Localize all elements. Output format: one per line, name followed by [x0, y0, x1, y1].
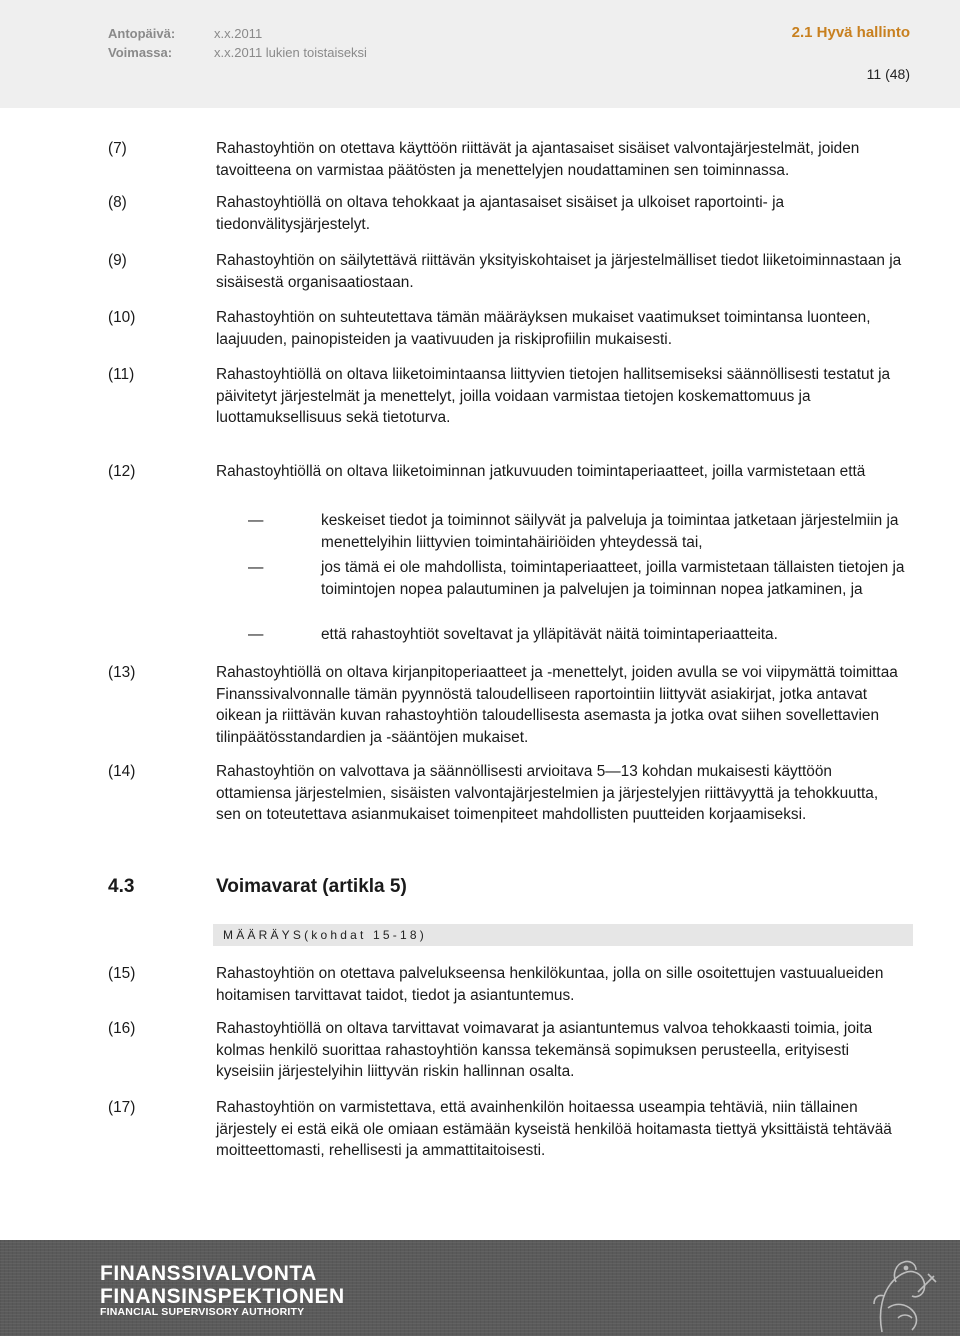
list-item-text: että rahastoyhtiöt soveltavat ja ylläpitävät näitä toimintaperiaatteita.	[321, 626, 778, 643]
paragraph-text: Rahastoyhtiöllä on oltava liiketoimintaansa liittyvien tietojen hallitsemiseksi säännöllisesti testatut ja päivitetyt järjestelmät ja menettelyt, joilla voidaan varmistaa tietojen koskemattomuus ja luottamuksellisuus sekä tietoturva.	[216, 366, 891, 426]
paragraph-text: Rahastoyhtiöllä on oltava tehokkaat ja ajantasaiset sisäiset ja ulkoiset raportointi- ja tiedonvälitysjärjestelyt.	[216, 194, 785, 233]
section-heading-title: Voimavarat (artikla 5)	[216, 876, 407, 897]
page-header	[0, 0, 960, 108]
section-title: 2.1 Hyvä hallinto	[791, 24, 910, 41]
voimassa-value: x.x.2011 lukien toistaiseksi	[214, 45, 367, 60]
paragraph-number: (7)	[108, 140, 127, 157]
paragraph-text: Rahastoyhtiöllä on oltava tarvittavat voimavarat ja asiantuntemus valvoa tehokkaasti toimia, joita kolmas henkilö suorittaa rahastoyhtiön kanssa tekemänsä sopimuksen perusteella, erityisesti kyseisiin järjestelyihin liittyvän riskin hallinnan osalta.	[216, 1020, 873, 1080]
page-number: 11 (48)	[866, 66, 910, 82]
dash-icon: —	[248, 559, 264, 576]
paragraph-number: (17)	[108, 1099, 136, 1116]
logo-text-finnish: FINANSSIVALVONTA	[100, 1262, 317, 1285]
lion-emblem-icon	[868, 1252, 940, 1336]
paragraph-text: Rahastoyhtiön on otettava palvelukseensa henkilökuntaa, jolla on sille osoitettujen vastuualueiden hoitamisen tarvittavat taidot, tiedot ja asiantuntemus.	[216, 965, 884, 1004]
paragraph-text: Rahastoyhtiön on säilytettävä riittävän yksityiskohtaiset ja järjestelmälliset tiedot liiketoiminnastaan ja sisäisestä organisaatiostaan.	[216, 252, 902, 291]
paragraph-number: (9)	[108, 252, 127, 269]
logo-text-english: FINANCIAL SUPERVISORY AUTHORITY	[100, 1306, 305, 1318]
paragraph-number: (11)	[108, 366, 135, 383]
list-item-text: jos tämä ei ole mahdollista, toimintaperiaatteet, joilla varmistetaan tällaisten tietojen ja toimintojen nopea palautuminen ja palvelujen ja toiminnan nopea jatkaminen, ja	[321, 559, 905, 598]
dash-icon: —	[248, 512, 264, 529]
paragraph-number: (13)	[108, 664, 136, 681]
paragraph-number: (16)	[108, 1020, 136, 1037]
voimassa-label: Voimassa:	[108, 45, 173, 60]
antopaiva-label: Antopäivä:	[108, 26, 176, 41]
paragraph-text: Rahastoyhtiön on valvottava ja säännöllisesti arvioitava 5—13 kohdan mukaisesti käyttöön ottamiensa järjestelmien, sisäisten valvontajärjestelmien ja järjestelyjen riittävyyttä ja tehokkuutta, sen on toteutettava asianmukaiset toimenpiteet mahdollisten puutteiden korjaamiseksi.	[216, 763, 879, 823]
paragraph-text: Rahastoyhtiön on suhteutettava tämän määräyksen mukaiset vaatimukset toimintansa luonteen, laajuuden, painopisteiden ja vaativuuden ja riskiprofiilin mukaisesti.	[216, 309, 871, 348]
section-heading-number: 4.3	[108, 876, 135, 897]
paragraph-number: (12)	[108, 463, 136, 480]
paragraph-number: (8)	[108, 194, 127, 211]
paragraph-number: (14)	[108, 763, 136, 780]
maarays-banner: MÄÄRÄYS(kohdat 15-18)	[213, 924, 913, 946]
list-item-text: keskeiset tiedot ja toiminnot säilyvät ja palveluja ja toimintaa jatketaan järjestelmiin ja menettelyihin liittyvien toimintahäiriöiden yhteydessä tai,	[321, 512, 899, 551]
paragraph-text: Rahastoyhtiön on varmistettava, että avainhenkilön hoitaessa useampia tehtäviä, niin tällainen järjestely ei estä eikä ole omiaan estämään kyseistä henkilöä hoitamasta tiettyä yksittäistä tehtävää moitteettomasti, rehellisesti ja ammattitaitoisesti.	[216, 1099, 892, 1159]
paragraph-number: (15)	[108, 965, 136, 982]
dash-icon: —	[248, 626, 264, 643]
paragraph-text: Rahastoyhtiöllä on oltava kirjanpitoperiaatteet ja -menettelyt, joiden avulla se voi viipymättä toimittaa Finanssivalvonnalle tämän pyynnöstä taloudelliseen raportointiin liittyvät asiakirjat, jotka antavat oikean ja riittävän kuvan rahastoyhtiön taloudellisesta asemasta ja jotka ovat siihen sovellettavien tilinpäätösstandardien ja -sääntöjen mukaiset.	[216, 664, 898, 746]
paragraph-text: Rahastoyhtiön on otettava käyttöön riittävät ja ajantasaiset sisäiset valvontajärjestelmät, joiden tavoitteena on varmistaa päätösten ja menettelyjen noudattaminen sen toiminnassa.	[216, 140, 860, 179]
antopaiva-value: x.x.2011	[214, 26, 263, 41]
paragraph-number: (10)	[108, 309, 136, 326]
logo-text-swedish: FINANSINSPEKTIONEN	[100, 1285, 345, 1308]
paragraph-text: Rahastoyhtiöllä on oltava liiketoiminnan jatkuvuuden toimintaperiaatteet, joilla varmistetaan että	[216, 463, 866, 480]
